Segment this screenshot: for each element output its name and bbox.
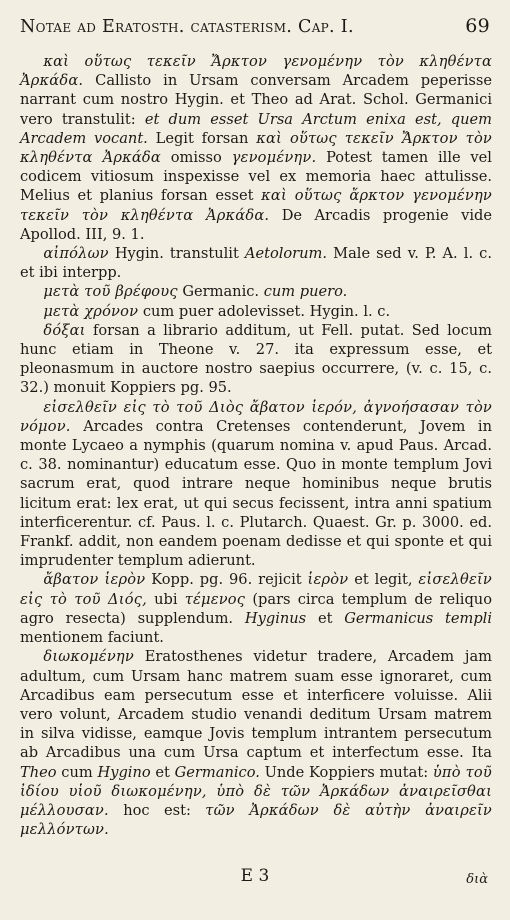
note-text: Eratosthenes videtur tradere, Arcadem jam adultum, cum Ursam hanc matrem suam esse ignoraret, cum Arcadibus eam persecutum esse et interficere voluisse. Alii vero volunt, Arcadem studio venandi deditum Ursam matrem in silva vidisse, eamque Jovis templum intrantem persecutum ab Arcadibus una cum Ursa captum et interfectum esse. Ita bbox=[20, 648, 492, 762]
note-text: cum puer adolevisset. Hygin. l. c. bbox=[138, 302, 391, 320]
note-paragraph bbox=[20, 570, 492, 647]
greek-lemma: ἱερὸν bbox=[307, 571, 349, 589]
italic-text: cum puero. bbox=[263, 283, 348, 301]
note-text: Germanic. bbox=[177, 283, 264, 301]
note-text: Unde Koppiers mutat: bbox=[259, 763, 433, 781]
note-text: forsan a librario additum, ut Fell. putat. Sed locum hunc etiam in Theone v. 27. ita expressum esse, et pleonasmum in auctore nostro saepius occurrere, (v. c. 15, c. 32.) monuit Koppiers pg. 95. bbox=[20, 321, 492, 397]
italic-text: Aetolorum. bbox=[244, 245, 328, 263]
note-paragraph bbox=[20, 398, 492, 571]
note-paragraph bbox=[20, 321, 492, 398]
catchword: διὰ bbox=[466, 872, 488, 887]
greek-lemma: μετὰ τοῦ βρέφους bbox=[43, 283, 178, 301]
note-text: ubi bbox=[146, 590, 185, 608]
note-text: Male sed v. P. A. l. c. et ibi interpp. bbox=[20, 245, 492, 282]
note-paragraph bbox=[20, 52, 492, 244]
greek-lemma: τέμενος bbox=[184, 590, 246, 608]
note-text: Callisto in Ursam conversam Arcadem peperisse narrant cum nostro Hygin. et Theo ad Arat. Schol. Germanici vero transtulit: bbox=[20, 72, 492, 128]
note-text: et legit, bbox=[348, 571, 419, 589]
note-text: mentionem faciunt. bbox=[20, 629, 164, 647]
note-paragraph bbox=[20, 647, 492, 839]
italic-text: Theo bbox=[20, 763, 57, 781]
greek-lemma: διωκομένην bbox=[43, 648, 134, 666]
greek-lemma: μετὰ χρόνον bbox=[43, 302, 139, 320]
note-paragraph bbox=[20, 244, 492, 282]
note-text: Legit forsan bbox=[147, 129, 257, 147]
signature-mark: E 3 bbox=[240, 866, 270, 886]
greek-lemma: εἰσελθεῖν εἰς τὸ τοῦ Διὸς ἄβατον ἱερόν, ἀγνοήσασαν τὸν νόμον. bbox=[20, 398, 492, 435]
note-text: et bbox=[150, 763, 175, 781]
italic-text: Hygino bbox=[97, 763, 151, 781]
greek-lemma: γενομένην. bbox=[231, 149, 317, 167]
greek-lemma: αἰπόλων bbox=[43, 245, 109, 263]
greek-lemma: ὑπὸ τοῦ ἰδίου υἱοῦ διωκομένην, ὑπὸ δὲ τῶν Ἀρκάδων ἀναιρεῖσθαι μέλλουσαν. bbox=[20, 763, 492, 819]
running-head bbox=[20, 6, 492, 46]
running-head-title: Notae ad Eratosth. catasterism. Cap. I. bbox=[20, 17, 354, 37]
greek-lemma: καὶ οὕτως τεκεῖν Ἄρκτον τὸν κληθέντα Ἀρκάδα bbox=[20, 129, 492, 167]
greek-lemma: τῶν Ἀρκάδων δὲ αὐτὴν ἀναιρεῖν μελλόντων. bbox=[20, 801, 492, 839]
note-text: Arcades contra Cretenses contenderunt, Jovem in monte Lycaeo a nymphis (quarum nomina v. apud Paus. Arcad. c. 38. nominantur) educatum esse. Quo in monte templum Jovi sacrum erat, quod intrare neque hominibus neque brutis licitum erat: lex erat, ut qui secus fecissent, intra anni spatium interficerentur. cf. Paus. l. c. Plutarch. Quaest. Gr. p. 3000. ed. Frankf. addit, non eandem poenam dedisse et qui sponte et qui imprudenter templum adierunt. bbox=[20, 417, 492, 570]
note-paragraph bbox=[20, 302, 492, 321]
greek-lemma: καὶ οὕτως τεκεῖν Ἄρκτον γενομένην τὸν κληθέντα Ἀρκάδα. bbox=[20, 53, 492, 90]
greek-lemma: εἰσελθεῖν εἰς τὸ τοῦ Διός, bbox=[20, 571, 492, 608]
greek-lemma: καὶ οὕτως ἄρκτον γενομένην τεκεῖν τὸν κληθέντα Ἀρκάδα. bbox=[20, 187, 492, 224]
italic-text: Hyginus bbox=[244, 609, 307, 627]
greek-lemma: ἄβατον ἱερὸν bbox=[43, 571, 146, 589]
italic-text: Germanico. bbox=[174, 763, 260, 781]
note-text: et bbox=[306, 609, 345, 627]
note-text: (pars circa templum de reliquo agro resecta) supplendum. bbox=[20, 590, 492, 627]
note-text: Potest tamen ille vel codicem vitiosum inspexisse vel ex memoria haec attulisse. Melius et planius forsan esset bbox=[20, 149, 492, 205]
note-paragraph bbox=[20, 282, 492, 301]
note-text: hoc est: bbox=[108, 801, 206, 819]
page-number: 69 bbox=[465, 15, 490, 37]
greek-lemma: δόξαι bbox=[43, 321, 86, 339]
italic-text: et dum esset Ursa Arctum enixa est, quem Arcadem vocant. bbox=[20, 110, 492, 147]
note-text: omisso bbox=[160, 149, 232, 167]
note-text: cum bbox=[56, 763, 98, 781]
note-text: De Arcadis progenie vide Apollod. III, 9. 1. bbox=[20, 206, 492, 243]
italic-text: Germanicus templi bbox=[344, 609, 493, 627]
note-text: Kopp. pg. 96. rejicit bbox=[145, 571, 308, 589]
body-text bbox=[20, 52, 492, 839]
note-text: Hygin. transtulit bbox=[108, 245, 245, 263]
